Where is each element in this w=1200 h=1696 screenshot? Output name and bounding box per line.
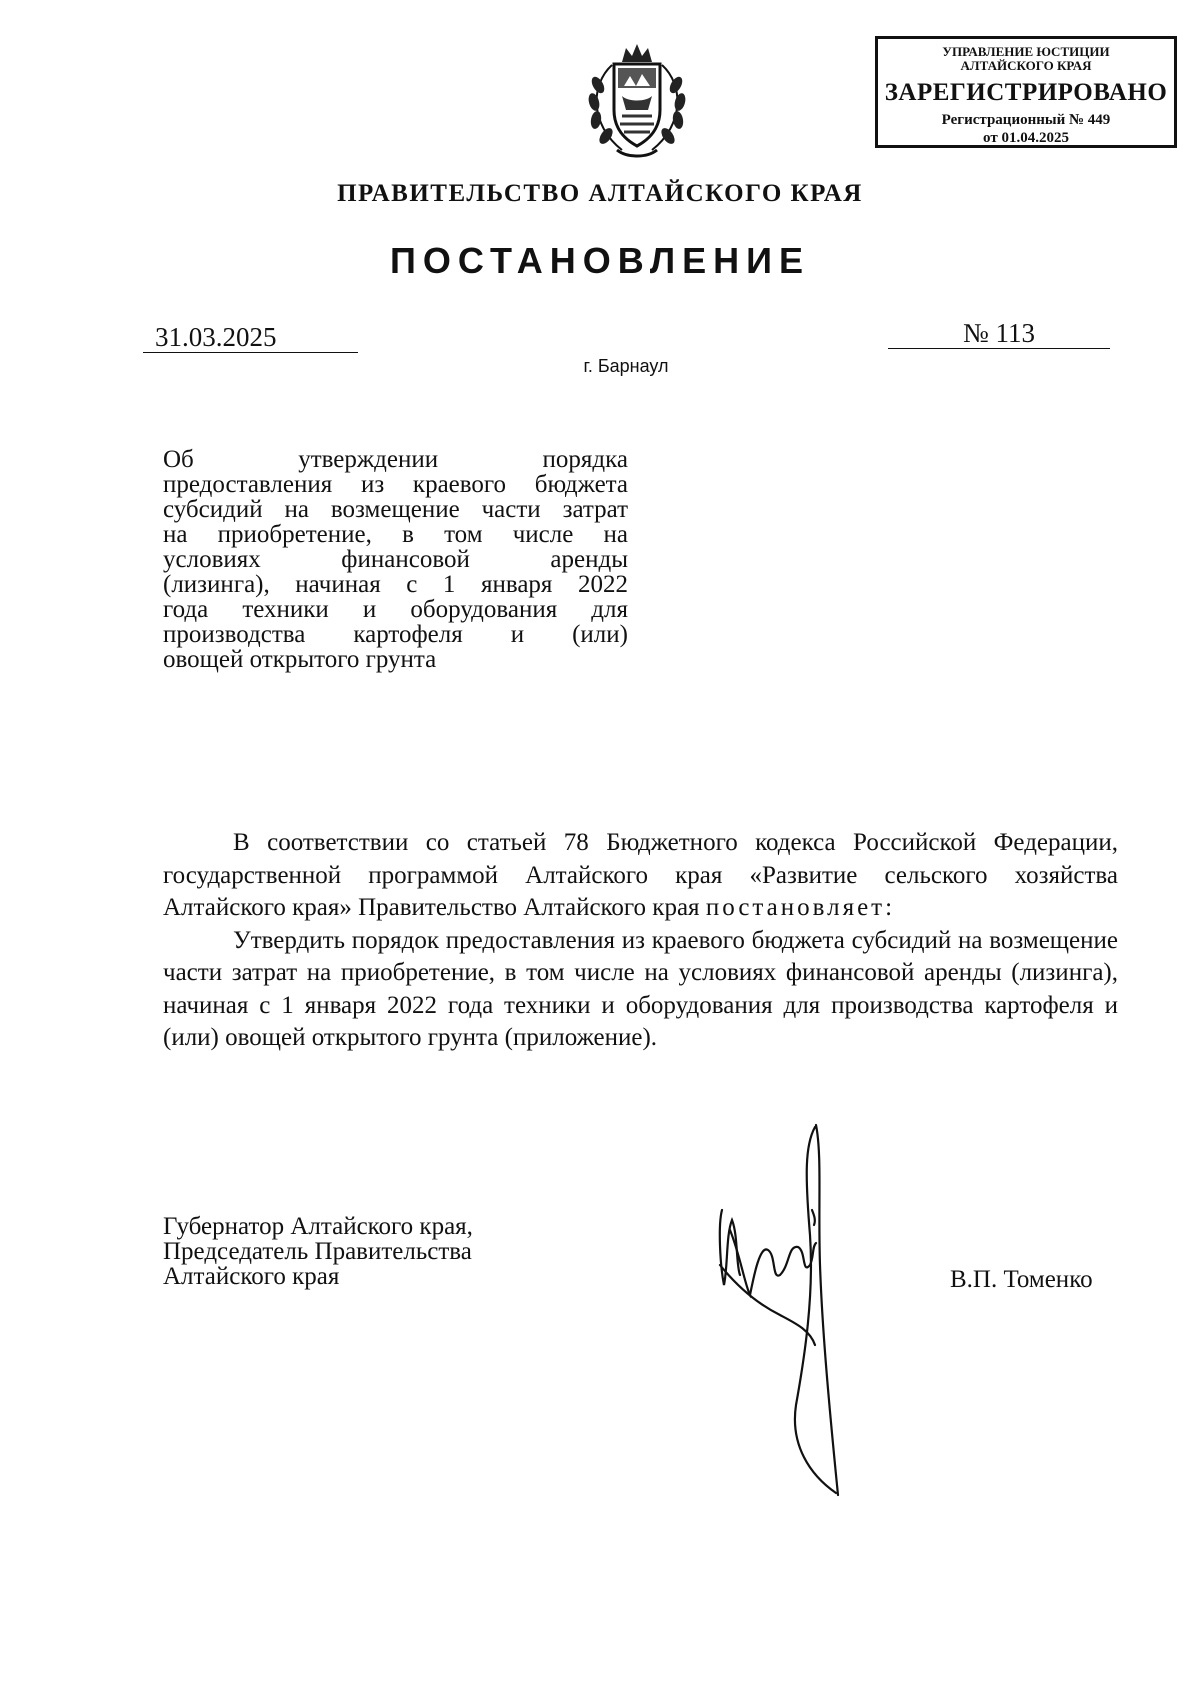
coat-of-arms-emblem (582, 40, 692, 165)
decree-word: постановляет: (705, 894, 896, 921)
handwritten-signature (710, 1115, 900, 1505)
resolution-paragraph: Утвердить порядок предоставления из краевого бюджета субсидий на возмещение части затрат на приобретение, в том числе на условиях финансовой аренды (лизинга), начиная с 1 января 2022 года техники и оборудования для производства картофеля и (или) овощей открытого грунта (приложение). (163, 926, 1118, 1051)
document-type-heading: ПОСТАНОВЛЕНИЕ (390, 240, 810, 281)
issuer-heading: ПРАВИТЕЛЬСТВО АЛТАЙСКОГО КРАЯ (337, 180, 863, 207)
document-title (163, 447, 628, 672)
signatory-position (163, 1214, 563, 1289)
preamble-paragraph (163, 827, 1118, 925)
stamp-status: ЗАРЕГИСТРИРОВАНО (884, 79, 1168, 106)
position-line: Председатель Правительства (163, 1238, 472, 1265)
title-line: года техники и оборудования для (163, 596, 628, 623)
preamble-text: В соответствии со статьей 78 Бюджетного кодекса Российской Федерации, государственной программой Алтайского края «Развитие сельского хозяйства Алтайского края» Правительство Алтайского края (163, 829, 1118, 921)
title-line: овощей открытого грунта (163, 646, 437, 673)
stamp-registration-number: Регистрационный № 449 (941, 112, 1111, 128)
position-line: Губернатор Алтайского края, (163, 1213, 473, 1240)
signatory-name: В.П. Томенко (950, 1266, 1093, 1293)
document-city: г. Барнаул (583, 356, 669, 376)
title-line: на приобретение, в том числе на (163, 521, 628, 548)
title-line: субсидий на возмещение части затрат (163, 496, 628, 523)
title-line: производства картофеля и (или) (163, 621, 628, 648)
document-number: № 113 (888, 318, 1110, 349)
title-line: предоставления из краевого бюджета (163, 471, 628, 498)
document-body (163, 827, 1118, 1055)
title-line: (лизинга), начиная с 1 января 2022 (163, 571, 628, 598)
stamp-department-line2: АЛТАЙСКОГО КРАЯ (960, 58, 1092, 73)
registration-stamp (875, 36, 1177, 148)
position-line: Алтайского края (163, 1263, 340, 1290)
title-line: условиях финансовой аренды (163, 546, 628, 573)
stamp-registration-date: от 01.04.2025 (983, 130, 1069, 146)
title-line: Об утверждении порядка (163, 446, 628, 473)
document-date: 31.03.2025 (143, 322, 358, 353)
stamp-department-line1: УПРАВЛЕНИЕ ЮСТИЦИИ (942, 44, 1110, 59)
